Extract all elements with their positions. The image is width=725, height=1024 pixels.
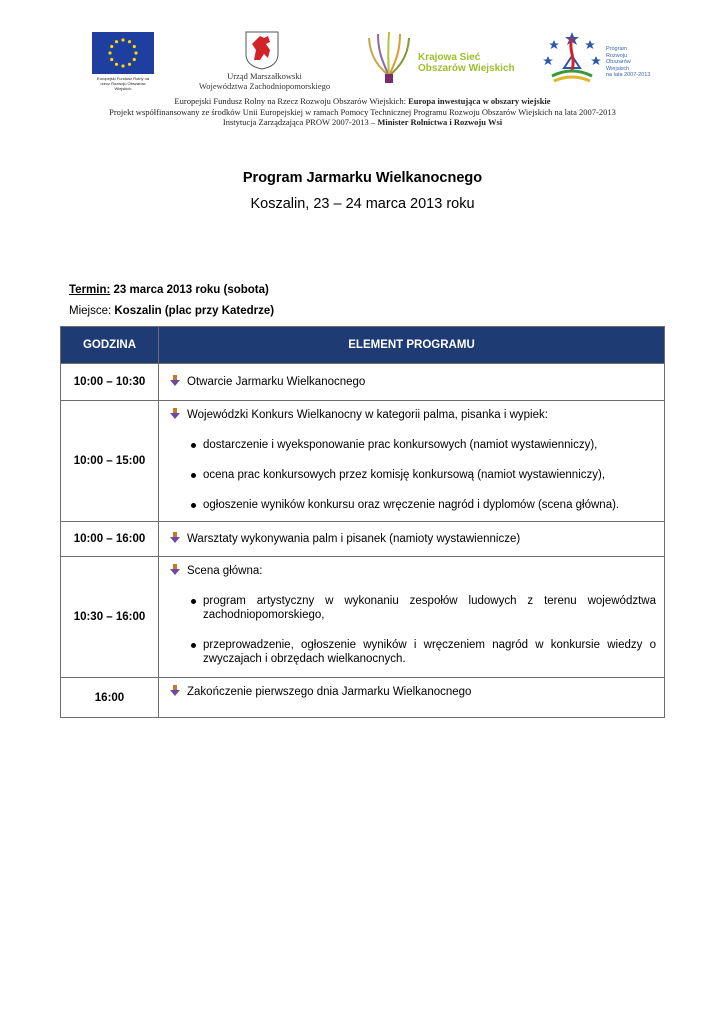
table-row [61, 364, 665, 401]
event-date-label: Termin: [69, 284, 111, 296]
column-header-element: ELEMENT PROGRAMU [159, 327, 665, 364]
logo-strip [0, 28, 725, 92]
column-header-time: GODZINA [61, 327, 159, 364]
event-place [69, 305, 274, 317]
ksow-tree-icon [364, 28, 414, 84]
prow-line2: Rozwoju [606, 52, 628, 59]
row-text: Otwarcie Jarmarku Wielkanocnego [187, 376, 366, 388]
prow-line1: Program [606, 46, 628, 52]
table-row [61, 557, 665, 678]
banner-line1-b: Europa inwestująca w obszary wiejskie [408, 96, 551, 106]
bullet-arrow-icon [169, 685, 181, 697]
marshal-office-line2: Województwa Zachodniopomorskiego [198, 80, 331, 91]
bullet-arrow-icon [169, 564, 181, 576]
event-date-value: 23 marca 2013 roku (sobota) [110, 284, 269, 296]
row-text: Scena główna: [187, 565, 263, 577]
prow-name [606, 46, 650, 79]
eu-flag-icon [92, 32, 154, 74]
ksow-name [418, 52, 515, 74]
bullet-arrow-icon [169, 375, 181, 387]
document-subtitle: Koszalin, 23 – 24 marca 2013 roku [250, 196, 475, 212]
event-place-value: Koszalin (plac przy Katedrze) [114, 305, 275, 317]
pomeranian-griffin-crest-icon [244, 30, 280, 70]
row-element [159, 557, 665, 678]
event-date [69, 284, 269, 296]
row-element [159, 522, 665, 557]
list-item: program artystyczny w wykonaniu zespołów ludowych z terenu województwa zachodniopomorskiego, [189, 594, 656, 622]
table-row [61, 678, 665, 718]
banner-line1 [0, 96, 725, 107]
row-element [159, 401, 665, 522]
event-place-label: Miejsce: [69, 305, 115, 317]
bullet-arrow-icon [169, 532, 181, 544]
row-text: Warsztaty wykonywania palm i pisanek (namioty wystawiennicze) [187, 533, 521, 545]
funding-banner [0, 96, 725, 128]
banner-line2: Projekt współfinansowany ze środków Unii Europejskiej w ramach Pomocy Technicznej Programu Rozwoju Obszarów Wiejskich na lata 2007-2013 [109, 106, 616, 117]
ksow-line2: Obszarów Wiejskich [418, 63, 515, 74]
bullet-list [169, 438, 656, 512]
row-time: 16:00 [61, 678, 159, 718]
bullet-list [169, 594, 656, 666]
list-item: dostarczenie i wyeksponowanie prac konkursowych (namiot wystawienniczy), [189, 438, 656, 452]
row-element [159, 364, 665, 401]
ksow-line1: Krajowa Sieć [418, 52, 481, 63]
eu-caption: Europejski Fundusz Rolny na rzecz Rozwoju Obszarów Wiejskich [96, 76, 150, 91]
marshal-office-name [192, 72, 337, 91]
row-element [159, 678, 665, 718]
table-header-row [61, 327, 665, 364]
banner-line1-a: Europejski Fundusz Rolny na Rzecz Rozwoju Obszarów Wiejskich: [174, 96, 409, 106]
table-row [61, 401, 665, 522]
prow-stars-icon [542, 28, 602, 86]
list-item: przeprowadzenie, ogłoszenie wyników i wręczeniem nagród w konkursie wiedzy o zwyczajach i obrzędach wielkanocnych. [189, 638, 656, 666]
row-text: Zakończenie pierwszego dnia Jarmarku Wielkanocnego [187, 686, 472, 698]
bullet-arrow-icon [169, 408, 181, 420]
row-time: 10:30 – 16:00 [61, 557, 159, 678]
prow-line4: Wiejskich [606, 65, 630, 72]
prow-line5: na lata 2007-2013 [606, 72, 651, 78]
banner-line3-b: Minister Rolnictwa i Rozwoju Wsi [377, 117, 503, 127]
row-time: 10:00 – 15:00 [61, 401, 159, 522]
list-item: ocena prac konkursowych przez komisję konkursową (namiot wystawienniczy), [189, 468, 656, 482]
row-text: Wojewódzki Konkurs Wielkanocny w kategorii palma, pisanka i wypiek: [187, 409, 548, 421]
row-time: 10:00 – 10:30 [61, 364, 159, 401]
document-title: Program Jarmarku Wielkanocnego [242, 170, 483, 186]
list-item: ogłoszenie wyników konkursu oraz wręczenie nagród i dyplomów (scena główna). [189, 498, 656, 512]
marshal-office-line1: Urząd Marszałkowski [227, 71, 302, 81]
row-time: 10:00 – 16:00 [61, 522, 159, 557]
table-row [61, 522, 665, 557]
banner-line3-a: Instytucja Zarządzająca PROW 2007-2013 – [222, 117, 378, 127]
banner-line3 [0, 117, 725, 128]
prow-line3: Obszarów [606, 59, 631, 65]
program-table [60, 326, 665, 718]
